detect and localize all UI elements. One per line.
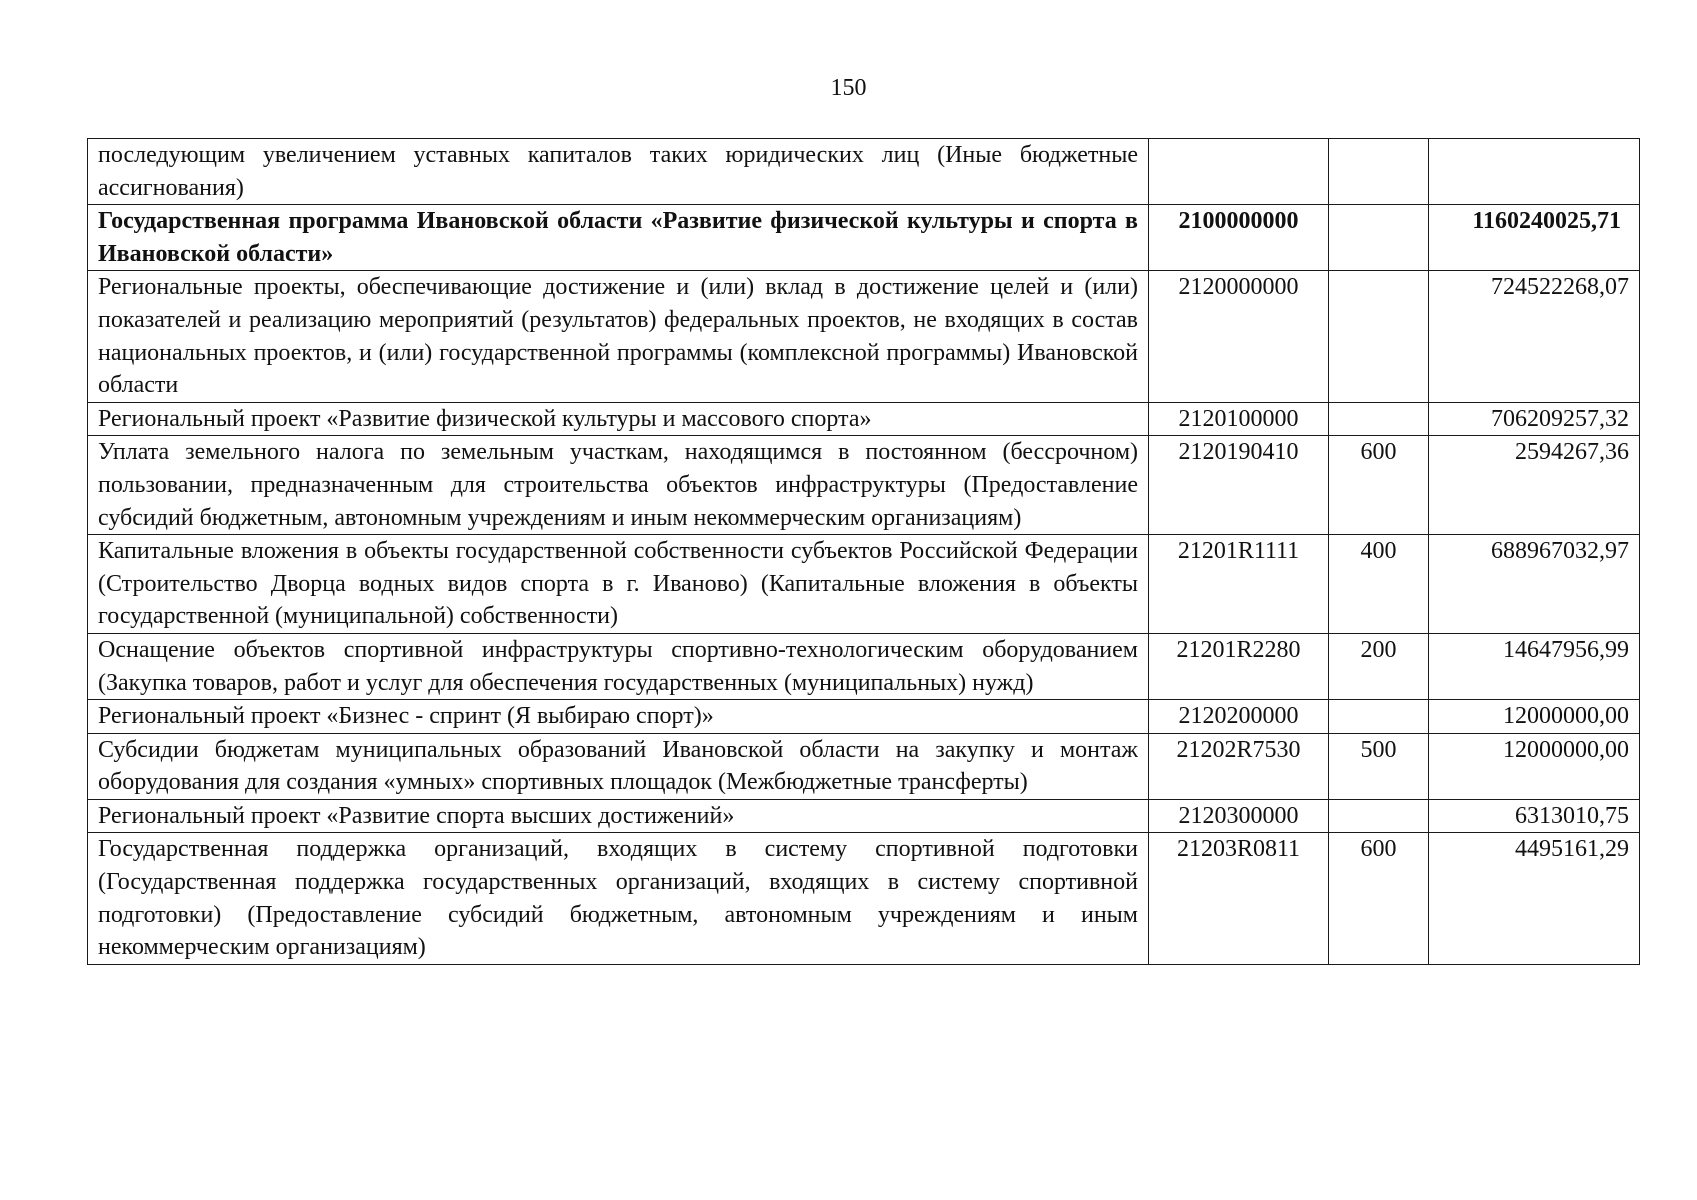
row-name-cell: Региональный проект «Развитие спорта высших достижений» — [88, 799, 1149, 833]
row-code-cell: 2120200000 — [1149, 700, 1329, 734]
budget-table — [87, 138, 1640, 965]
row-sum-cell — [1429, 139, 1640, 205]
row-code-cell: 2120000000 — [1149, 271, 1329, 402]
table-row — [88, 799, 1640, 833]
row-name-cell: Оснащение объектов спортивной инфраструктуры спортивно-технологическим оборудованием (Закупка товаров, работ и услуг для обеспечения государственных (муниципальных) нужд) — [88, 633, 1149, 699]
table-row — [88, 402, 1640, 436]
row-type-cell: 500 — [1329, 733, 1429, 799]
row-code-cell: 21201R2280 — [1149, 633, 1329, 699]
row-name-cell: Уплата земельного налога по земельным участкам, находящимся в постоянном (бессрочном) пользовании, предназначенным для строительства объектов инфраструктуры (Предоставление субсидий бюджетным, автономным учреждениям и иным некоммерческим организациям) — [88, 436, 1149, 535]
row-name-cell: Региональные проекты, обеспечивающие достижение и (или) вклад в достижение целей и (или) показателей и реализацию мероприятий (результатов) федеральных проектов, не входящих в состав национальных проектов, и (или) государственной программы (комплексной программы) Ивановской области — [88, 271, 1149, 402]
row-code-cell — [1149, 139, 1329, 205]
row-name-cell: Капитальные вложения в объекты государственной собственности субъектов Российской Федерации (Строительство Дворца водных видов спорта в г. Иваново) (Капитальные вложения в объекты государственной (муниципальной) собственности) — [88, 535, 1149, 634]
row-sum-cell: 4495161,29 — [1429, 833, 1640, 964]
row-sum-cell: 1160240025,71 — [1429, 205, 1640, 271]
table-row — [88, 733, 1640, 799]
row-code-cell: 21202R7530 — [1149, 733, 1329, 799]
row-type-cell — [1329, 402, 1429, 436]
row-name-cell: Государственная поддержка организаций, входящих в систему спортивной подготовки (Государственная поддержка государственных организаций, входящих в систему спортивной подготовки) (Предоставление субсидий бюджетным, автономным учреждениям и иным некоммерческим организациям) — [88, 833, 1149, 964]
row-type-cell: 400 — [1329, 535, 1429, 634]
table-row — [88, 833, 1640, 964]
row-code-cell: 2120190410 — [1149, 436, 1329, 535]
row-type-cell: 600 — [1329, 436, 1429, 535]
row-type-cell — [1329, 205, 1429, 271]
table-row — [88, 535, 1640, 634]
table-row — [88, 139, 1640, 205]
table-row-program — [88, 205, 1640, 271]
table-row — [88, 436, 1640, 535]
row-type-cell — [1329, 139, 1429, 205]
row-sum-cell: 6313010,75 — [1429, 799, 1640, 833]
table-row — [88, 271, 1640, 402]
row-sum-cell: 12000000,00 — [1429, 700, 1640, 734]
row-name-cell: Региональный проект «Бизнес - спринт (Я выбираю спорт)» — [88, 700, 1149, 734]
row-name-cell: Субсидии бюджетам муниципальных образований Ивановской области на закупку и монтаж оборудования для создания «умных» спортивных площадок (Межбюджетные трансферты) — [88, 733, 1149, 799]
row-sum-cell: 706209257,32 — [1429, 402, 1640, 436]
row-name-cell: Региональный проект «Развитие физической культуры и массового спорта» — [88, 402, 1149, 436]
row-sum-cell: 14647956,99 — [1429, 633, 1640, 699]
row-sum-cell: 12000000,00 — [1429, 733, 1640, 799]
row-code-cell: 2100000000 — [1149, 205, 1329, 271]
row-code-cell: 2120100000 — [1149, 402, 1329, 436]
row-type-cell — [1329, 271, 1429, 402]
row-type-cell — [1329, 799, 1429, 833]
table-row — [88, 633, 1640, 699]
row-sum-cell: 2594267,36 — [1429, 436, 1640, 535]
table-row — [88, 700, 1640, 734]
row-sum-cell: 688967032,97 — [1429, 535, 1640, 634]
row-type-cell — [1329, 700, 1429, 734]
row-code-cell: 21203R0811 — [1149, 833, 1329, 964]
page-number: 150 — [830, 75, 867, 101]
row-name-cell: Государственная программа Ивановской области «Развитие физической культуры и спорта в Ивановской области» — [88, 205, 1149, 271]
row-type-cell: 600 — [1329, 833, 1429, 964]
row-type-cell: 200 — [1329, 633, 1429, 699]
budget-table-body — [88, 139, 1640, 965]
row-name-cell: последующим увеличением уставных капиталов таких юридических лиц (Иные бюджетные ассигнования) — [88, 139, 1149, 205]
row-sum-cell: 724522268,07 — [1429, 271, 1640, 402]
row-code-cell: 2120300000 — [1149, 799, 1329, 833]
row-code-cell: 21201R1111 — [1149, 535, 1329, 634]
